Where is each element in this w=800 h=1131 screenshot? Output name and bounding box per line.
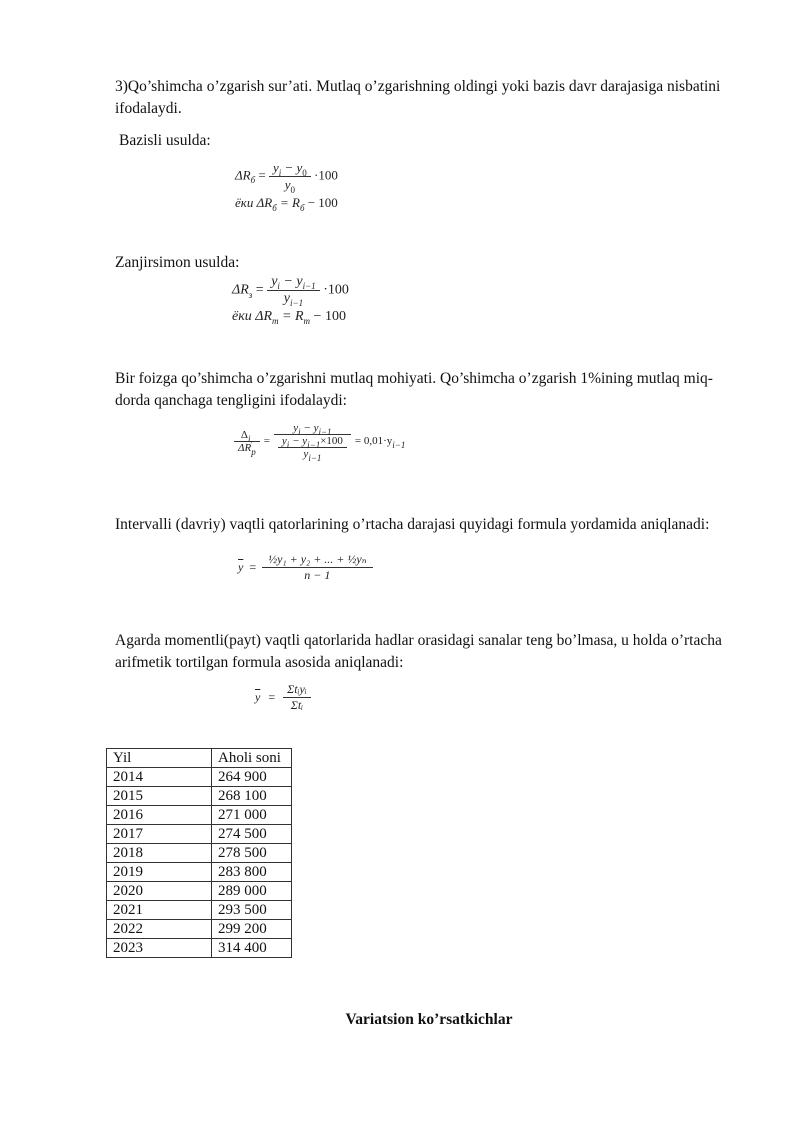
- formula-chronological-mean: $\overline{y}$ = $\frac{\text{½y₁ + y₂ + ... + ½yₙ}}{n - 1}$: [238, 552, 373, 583]
- table-row: 2018 278 500: [107, 844, 292, 863]
- paragraph-interval-series-mean: Intervalli (davriy) vaqtli qatorlarining o’rtacha darajasi quyidagi formula yordamida aniqlanadi:: [115, 516, 710, 533]
- table-row: 2021 293 500: [107, 901, 292, 920]
- formula-chain-change-rate: $\Delta R_з$ = $\frac{y_i - y_{i-1}}{y_{i-1}}$ ·100 ёки $\Delta R_т = R_т - 100$: [232, 274, 349, 326]
- header-population: Aholi soni: [212, 749, 292, 768]
- paragraph-one-percent-absolute: Bir foizga qo’shimcha o’zgarishni mutlaq mohiyati. Qo’shimcha o’zgarish 1%ining mutlaq miq-dorda qanchaga tengligini ifodalaydi:: [115, 370, 713, 409]
- table-row: 2015 268 100: [107, 787, 292, 806]
- population-table: [106, 748, 292, 958]
- table-row: 2017 274 500: [107, 825, 292, 844]
- fraction: $\frac{y_i - y_{i-1}}{y_{i-1}}$: [267, 274, 319, 307]
- section-title: Variatsion ko’rsatkichlar: [345, 1011, 513, 1028]
- table-row: 2020 289 000: [107, 882, 292, 901]
- paragraph-chain-method: Zanjirsimon usulda:: [115, 254, 240, 271]
- paragraph-additional-change-rate: 3)Qo’shimcha o’zgarish sur’ati. Mutlaq o’zgarishning oldingi yoki bazis davr darajasiga nisbatini ifodalaydi.: [115, 78, 721, 117]
- table-row: 2019 283 800: [107, 863, 292, 882]
- formula-weighted-mean: $\overline{y}$ = $\frac{\text{Σtᵢyᵢ}}{\text{Σtᵢ}}$: [255, 682, 311, 713]
- paragraph-moment-series-mean: Agarda momentli(payt) vaqtli qatorlarida hadlar orasidagi sanalar teng bo’lmasa, u holda o’rtacha arifmetik tortilgan formula asosida aniqlanadi:: [115, 632, 722, 671]
- table-row: 2014 264 900: [107, 768, 292, 787]
- fraction: $\frac{y_i - y_0}{y_0}$: [269, 160, 311, 193]
- table-row: 2023 314 400: [107, 939, 292, 958]
- formula-one-percent-value: $\frac{\Delta_{i,}}{\Delta R_р}$ = $\frac{y_i - y_{i-1}}{\frac{y_i - y_{i-1}\times 100}{y_{i-1}}}$ = 0,01·y i−1: [234, 422, 405, 460]
- formula-base-change-rate: $\Delta R_б$ = $\frac{y_i - y_0}{y_0}$ ·100 ёки $\Delta R_б = R_б - 100$: [235, 160, 338, 213]
- table-row: 2022 299 200: [107, 920, 292, 939]
- table-header-row: [107, 749, 292, 768]
- paragraph-base-method: Bazisli usulda:: [119, 132, 211, 149]
- table-row: 2016 271 000: [107, 806, 292, 825]
- header-year: Yil: [107, 749, 212, 768]
